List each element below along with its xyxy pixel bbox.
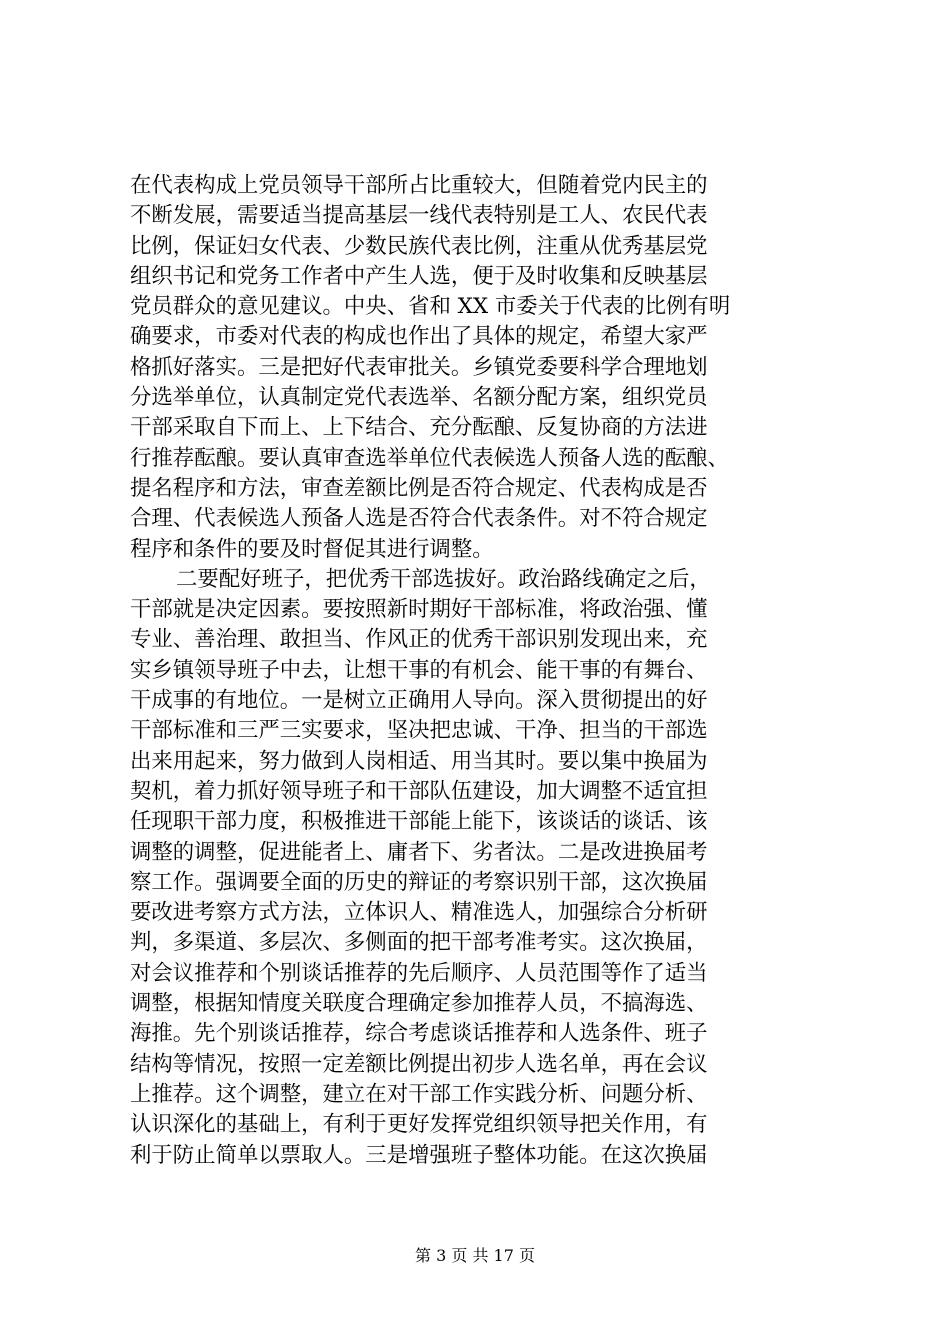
text-line: 利于防止简单以票取人。三是增强班子整体功能。在这次换届 [130,1142,708,1168]
text-line: 任现职干部力度，积极推进干部能上能下，该谈话的谈话、该 [130,809,708,835]
text-line: 认识深化的基础上，有利于更好发挥党组织领导把关作用，有 [130,1112,708,1138]
text-line: 干部就是决定因素。要按照新时期好干部标准，将政治强、懂 [130,597,708,623]
text-line: 上推荐。这个调整，建立在对干部工作实践分析、问题分析、 [130,1081,708,1107]
text-line: 不断发展，需要适当提高基层一线代表特别是工人、农民代表 [130,203,708,229]
text-line: 对会议推荐和个别谈话推荐的先后顺序、人员范围等作了适当 [130,960,708,986]
text-line: 分选举单位，认真制定党代表选举、名额分配方案，组织党员 [130,385,708,411]
body-text [130,171,830,1171]
text-line: 调整，根据知情度关联度合理确定参加推荐人员，不搞海选、 [130,991,708,1017]
text-line: 提名程序和方法，审查差额比例是否符合规定、代表构成是否 [130,475,708,501]
page-number-label: 第 3 页 共 17 页 [415,1246,535,1265]
text-line: 比例，保证妇女代表、少数民族代表比例，注重从优秀基层党 [130,233,708,259]
text-line: 察工作。强调要全面的历史的辩证的考察识别干部，这次换届 [130,869,708,895]
text-line: 契机，着力抓好领导班子和干部队伍建设，加大调整不适宜担 [130,778,708,804]
text-line: 干成事的有地位。一是树立正确用人导向。深入贯彻提出的好 [130,688,708,714]
text-line: 干部标准和三严三实要求，坚决把忠诚、干净、担当的干部选 [130,718,708,744]
text-line: 干部采取自下而上、上下结合、充分酝酿、反复协商的方法进 [130,415,708,441]
text-line: 格抓好落实。三是把好代表审批关。乡镇党委要科学合理地划 [130,354,708,380]
text-line: 程序和条件的要及时督促其进行调整。 [130,536,494,562]
text-line: 党员群众的意见建议。中央、省和 XX 市委关于代表的比例有明 [130,294,731,320]
text-line: 确要求，市委对代表的构成也作出了具体的规定，希望大家严 [130,324,708,350]
text-line: 调整的调整，促进能者上、庸者下、劣者汰。二是改进换届考 [130,839,708,865]
text-line: 合理、代表候选人预备人选是否符合代表条件。对不符合规定 [130,506,708,532]
page-footer [0,1243,950,1266]
text-line: 判，多渠道、多层次、多侧面的把干部考准考实。这次换届， [130,930,708,956]
text-line: 出来用起来，努力做到人岗相适、用当其时。要以集中换届为 [130,748,708,774]
text-line: 实乡镇领导班子中去，让想干事的有机会、能干事的有舞台、 [130,657,708,683]
paragraph-start-line: 二要配好班子，把优秀干部选拔好。政治路线确定之后， [176,566,711,592]
text-line: 结构等情况，按照一定差额比例提出初步人选名单，再在会议 [130,1051,708,1077]
text-line: 要改进考察方式方法，立体识人、精准选人，加强综合分析研 [130,900,708,926]
text-line: 海推。先个别谈话推荐，综合考虑谈话推荐和人选条件、班子 [130,1021,708,1047]
text-line: 组织书记和党务工作者中产生人选，便于及时收集和反映基层 [130,263,708,289]
text-line: 专业、善治理、敢担当、作风正的优秀干部识别发现出来，充 [130,627,708,653]
text-line: 在代表构成上党员领导干部所占比重较大，但随着党内民主的 [130,173,708,198]
text-line: 行推荐酝酿。要认真审查选举单位代表候选人预备人选的酝酿、 [130,445,729,471]
